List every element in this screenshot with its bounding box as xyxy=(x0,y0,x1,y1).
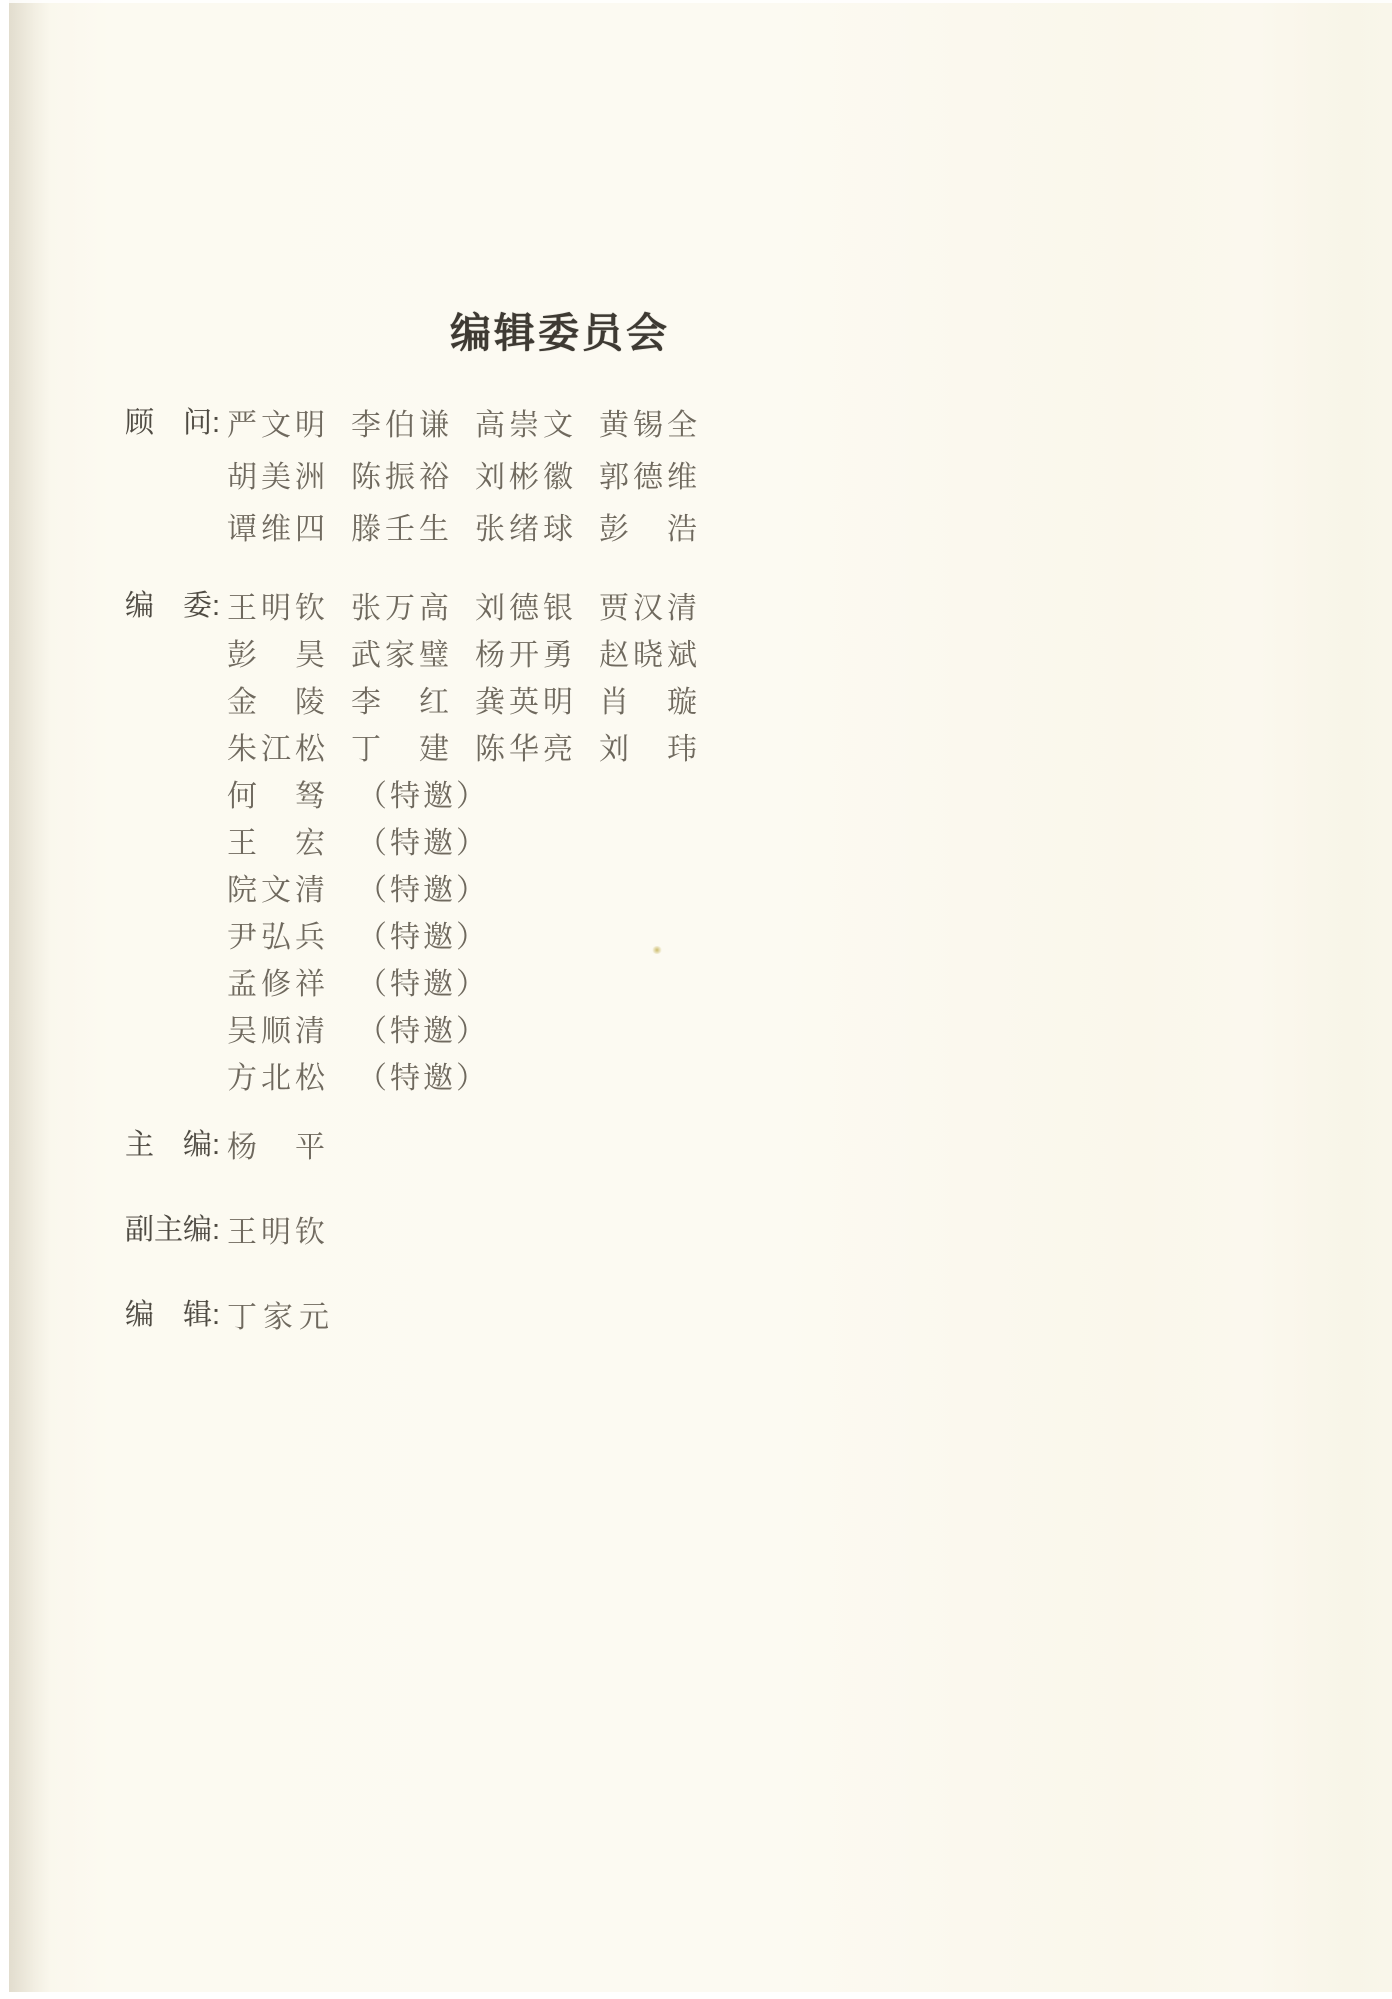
board-member-name: 杨开勇 xyxy=(475,639,577,672)
board-names xyxy=(227,724,701,768)
advisors-label: 顾 问: xyxy=(125,407,221,439)
board-member-name: 王明钦 xyxy=(227,592,329,625)
board-invited-row-4 xyxy=(125,912,489,956)
advisor-name: 黄锡全 xyxy=(599,409,701,442)
board-label: 编 委: xyxy=(125,590,221,622)
deputy-chief-editor-row xyxy=(125,1207,329,1251)
advisor-name: 高崇文 xyxy=(475,409,577,442)
page-bottom-edge xyxy=(0,1992,1392,1999)
board-member-name: 肖 璇 xyxy=(599,686,701,719)
board-member-name: 孟修祥 xyxy=(227,968,329,1001)
board-member-name: 陈华亮 xyxy=(475,733,577,766)
advisors-row-3 xyxy=(125,504,701,548)
board-member-name: 院文清 xyxy=(227,874,329,907)
board-row-1 xyxy=(125,583,701,627)
invited-tag: （特邀） xyxy=(357,921,489,954)
gutter-shadow xyxy=(9,0,51,1999)
page-left-edge xyxy=(0,0,9,1999)
advisor-name: 胡美洲 xyxy=(227,461,329,494)
board-invited-row-7 xyxy=(125,1053,489,1097)
advisor-name: 张绪球 xyxy=(475,513,577,546)
advisors-row-1 xyxy=(125,400,701,444)
advisor-name: 刘彬徽 xyxy=(475,461,577,494)
board-invited-row-2 xyxy=(125,818,489,862)
deputy-chief-editor-name: 王明钦 xyxy=(227,1216,329,1249)
advisors-names xyxy=(227,452,701,496)
invited-tag: （特邀） xyxy=(357,780,489,813)
advisor-name: 谭维四 xyxy=(227,513,329,546)
scan-speck xyxy=(652,946,662,954)
advisor-name: 李伯谦 xyxy=(351,409,453,442)
board-invited-row-3 xyxy=(125,865,489,909)
editor-name: 丁家元 xyxy=(227,1301,335,1334)
invited-tag: （特邀） xyxy=(357,968,489,1001)
board-member-name: 吴顺清 xyxy=(227,1015,329,1048)
board-names xyxy=(227,583,701,627)
invited-tag: （特邀） xyxy=(357,874,489,907)
deputy-chief-editor-label: 副主编: xyxy=(125,1214,221,1246)
board-member-name: 刘德银 xyxy=(475,592,577,625)
advisor-name: 彭 浩 xyxy=(599,513,701,546)
editor-row xyxy=(125,1292,335,1336)
advisor-name: 滕壬生 xyxy=(351,513,453,546)
board-invited-row-6 xyxy=(125,1006,489,1050)
invited-tag: （特邀） xyxy=(357,1015,489,1048)
page-top-edge xyxy=(0,0,1392,3)
board-member-name: 武家璧 xyxy=(351,639,453,672)
board-member-name: 赵晓斌 xyxy=(599,639,701,672)
board-member-name: 王 宏 xyxy=(227,827,329,860)
board-member-name: 丁 建 xyxy=(351,733,453,766)
board-member-name: 尹弘兵 xyxy=(227,921,329,954)
board-invited-row-5 xyxy=(125,959,489,1003)
board-member-name: 贾汉清 xyxy=(599,592,701,625)
advisors-row-2 xyxy=(125,452,701,496)
board-row-4 xyxy=(125,724,701,768)
page-title: 编辑委员会 xyxy=(450,310,670,356)
board-member-name: 张万高 xyxy=(351,592,453,625)
invited-tag: （特邀） xyxy=(357,1062,489,1095)
board-member-name: 彭 昊 xyxy=(227,639,329,672)
board-row-2 xyxy=(125,630,701,674)
advisor-name: 严文明 xyxy=(227,409,329,442)
board-member-name: 方北松 xyxy=(227,1062,329,1095)
board-row-3 xyxy=(125,677,701,721)
board-member-name: 金 陵 xyxy=(227,686,329,719)
board-member-name: 何 驽 xyxy=(227,780,329,813)
board-member-name: 朱江松 xyxy=(227,733,329,766)
board-member-name: 刘 玮 xyxy=(599,733,701,766)
board-member-name: 李 红 xyxy=(351,686,453,719)
chief-editor-label: 主 编: xyxy=(125,1129,221,1161)
editor-label: 编 辑: xyxy=(125,1299,221,1331)
advisors-names xyxy=(227,504,701,548)
board-invited-row-1 xyxy=(125,771,489,815)
board-names xyxy=(227,677,701,721)
board-names xyxy=(227,630,701,674)
advisor-name: 陈振裕 xyxy=(351,461,453,494)
chief-editor-name: 杨 平 xyxy=(227,1131,329,1164)
advisors-names xyxy=(227,400,701,444)
board-member-name: 龚英明 xyxy=(475,686,577,719)
advisor-name: 郭德维 xyxy=(599,461,701,494)
invited-tag: （特邀） xyxy=(357,827,489,860)
chief-editor-row xyxy=(125,1122,329,1166)
